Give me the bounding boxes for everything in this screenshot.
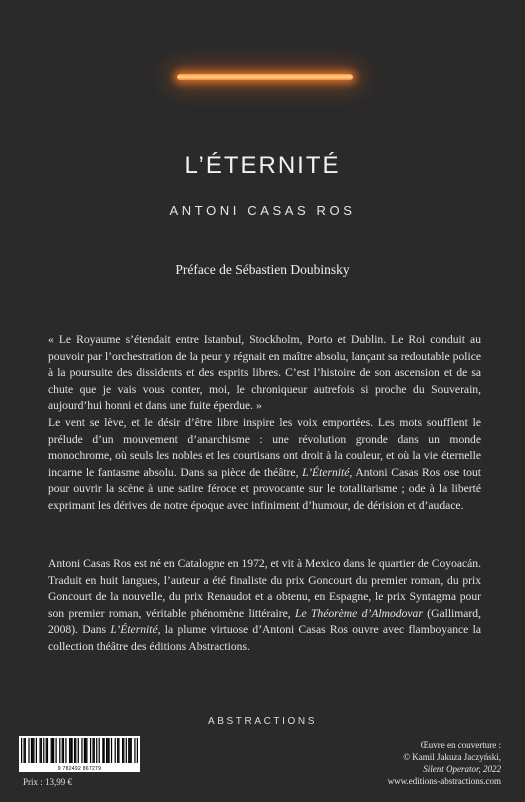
barcode-bar (92, 738, 93, 763)
author-bio-paragraph: Antoni Casas Ros est né en Catalogne en 1972, et vit à Mexico dans le quartier de Coyoacán. Traduit en huit langues, l’auteur a été finaliste du prix Goncourt du premier roman, du prix Goncourt de la nouvelle, du prix Renaudot et a obtenu, en Espagne, le prix Syntagma pour son premier roman, véritable phénomène littéraire, Le Théorème d’Almodovar (Gallimard, 2008). Dans L’Éternité, la plume virtuose d’Antoni Casas Ros ouvre avec flamboyance la collection théâtre des éditions Abstractions. (48, 557, 481, 653)
barcode-bar (23, 738, 24, 763)
barcode-bar (47, 738, 48, 763)
author-bio-section (48, 556, 481, 656)
barcode-bar (126, 738, 127, 763)
barcode-bar (55, 738, 56, 763)
barcode-bar (123, 738, 124, 763)
barcode-bar (111, 738, 112, 763)
barcode-bar (62, 738, 63, 763)
barcode-bar (81, 738, 82, 763)
book-author: ANTONI CASAS ROS (169, 203, 356, 218)
barcode-bar (85, 738, 86, 763)
blurb-section (48, 332, 481, 515)
barcode-bar (137, 738, 138, 763)
barcode-bar (53, 738, 54, 763)
barcode-bar (46, 738, 47, 763)
credits-line-artwork (301, 763, 501, 775)
barcode-bar (59, 738, 60, 763)
barcode-bars (19, 736, 140, 765)
barcode-bar (118, 738, 119, 763)
barcode-bar (21, 738, 22, 763)
barcode-bar (31, 738, 32, 763)
barcode-bar (131, 738, 132, 763)
barcode-bar (63, 738, 64, 763)
barcode-bar (106, 738, 107, 763)
credits-artwork-text: Silent Operator, 2022 (423, 764, 501, 774)
publisher-logo: ABSTRACTIONS (208, 716, 317, 727)
barcode-bar (99, 738, 100, 763)
barcode-bar (102, 738, 103, 763)
barcode-bar (90, 738, 91, 763)
barcode-bar (84, 738, 85, 763)
barcode-bar (74, 738, 75, 763)
barcode-bar (128, 738, 129, 763)
barcode-bar (39, 738, 40, 763)
book-title: L’ÉTERNITÉ (184, 152, 341, 179)
barcode-bar (122, 738, 123, 763)
barcode-bar (71, 738, 72, 763)
barcode-bar (33, 738, 34, 763)
barcode-bar (32, 738, 33, 763)
barcode-bar (86, 738, 87, 763)
barcode-bar (70, 738, 71, 763)
credits-line-artist: © Kamil Jakuza Jaczyński, (403, 752, 501, 762)
barcode-bar (69, 738, 70, 763)
barcode-bar (43, 738, 44, 763)
neon-light-bar (177, 74, 353, 80)
barcode-bar (28, 738, 29, 763)
barcode-bar (107, 738, 108, 763)
isbn-digits: 9 782492 867279 (57, 766, 102, 772)
barcode-bar (134, 738, 135, 763)
barcode-bar (96, 738, 97, 763)
barcode-bar (117, 738, 118, 763)
barcode-bar (129, 738, 130, 763)
blurb-quote-paragraph: « Le Royaume s’étendait entre Istanbul, Stockholm, Porto et Dublin. Le Roi conduit au pouvoir par l’orchestration de la peur y régnait en maître absolu, lançant sa redoutable police à la poursuite des dissidents et des esprits libres. C’est l’histoire de son ascension et de sa chute que je vais vous conter, moi, le chroniqueur autrefois si proche du Souverain, aujourd’hui honni et dans une fuite éperdue. » (48, 333, 481, 413)
barcode-bar (65, 738, 66, 763)
cover-credits (301, 739, 501, 787)
publisher-website[interactable]: www.editions-abstractions.com (387, 776, 501, 786)
barcode-bar (36, 738, 37, 763)
barcode-bar (51, 738, 52, 763)
barcode-bar (41, 738, 42, 763)
barcode-bar (52, 738, 53, 763)
preface-credit: Préface de Sébastien Doubinsky (175, 262, 350, 277)
barcode-bar (94, 738, 95, 763)
credits-line-heading: Œuvre en couverture : (420, 740, 501, 750)
barcode-bar (115, 738, 116, 763)
barcode-bar (78, 738, 79, 763)
barcode-bar (104, 738, 105, 763)
barcode-bar (25, 738, 26, 763)
isbn-barcode (19, 736, 140, 772)
barcode-bar (75, 738, 76, 763)
price-label: Prix : 13,99 € (23, 777, 73, 787)
barcode-bar (108, 738, 109, 763)
blurb-summary-paragraph: Le vent se lève, et le désir d’être libre inspire les voix emportées. Les mots soufflent le prélude d’un mouvement d’anarchisme : une révolution gronde dans un monde monochrome, où seuls les nobles et les courtisans ont droit à la couleur, et où la vie éternelle incarne le fantasme absolu. Dans sa pièce de théâtre, L’Éternité, Antoni Casas Ros ose tout pour ouvrir la scène à une satire féroce et provocante sur le totalitarisme ; ode à la liberté exprimant les dérives de notre époque avec infiniment d’humour, de dérision et d’audace. (48, 415, 481, 512)
